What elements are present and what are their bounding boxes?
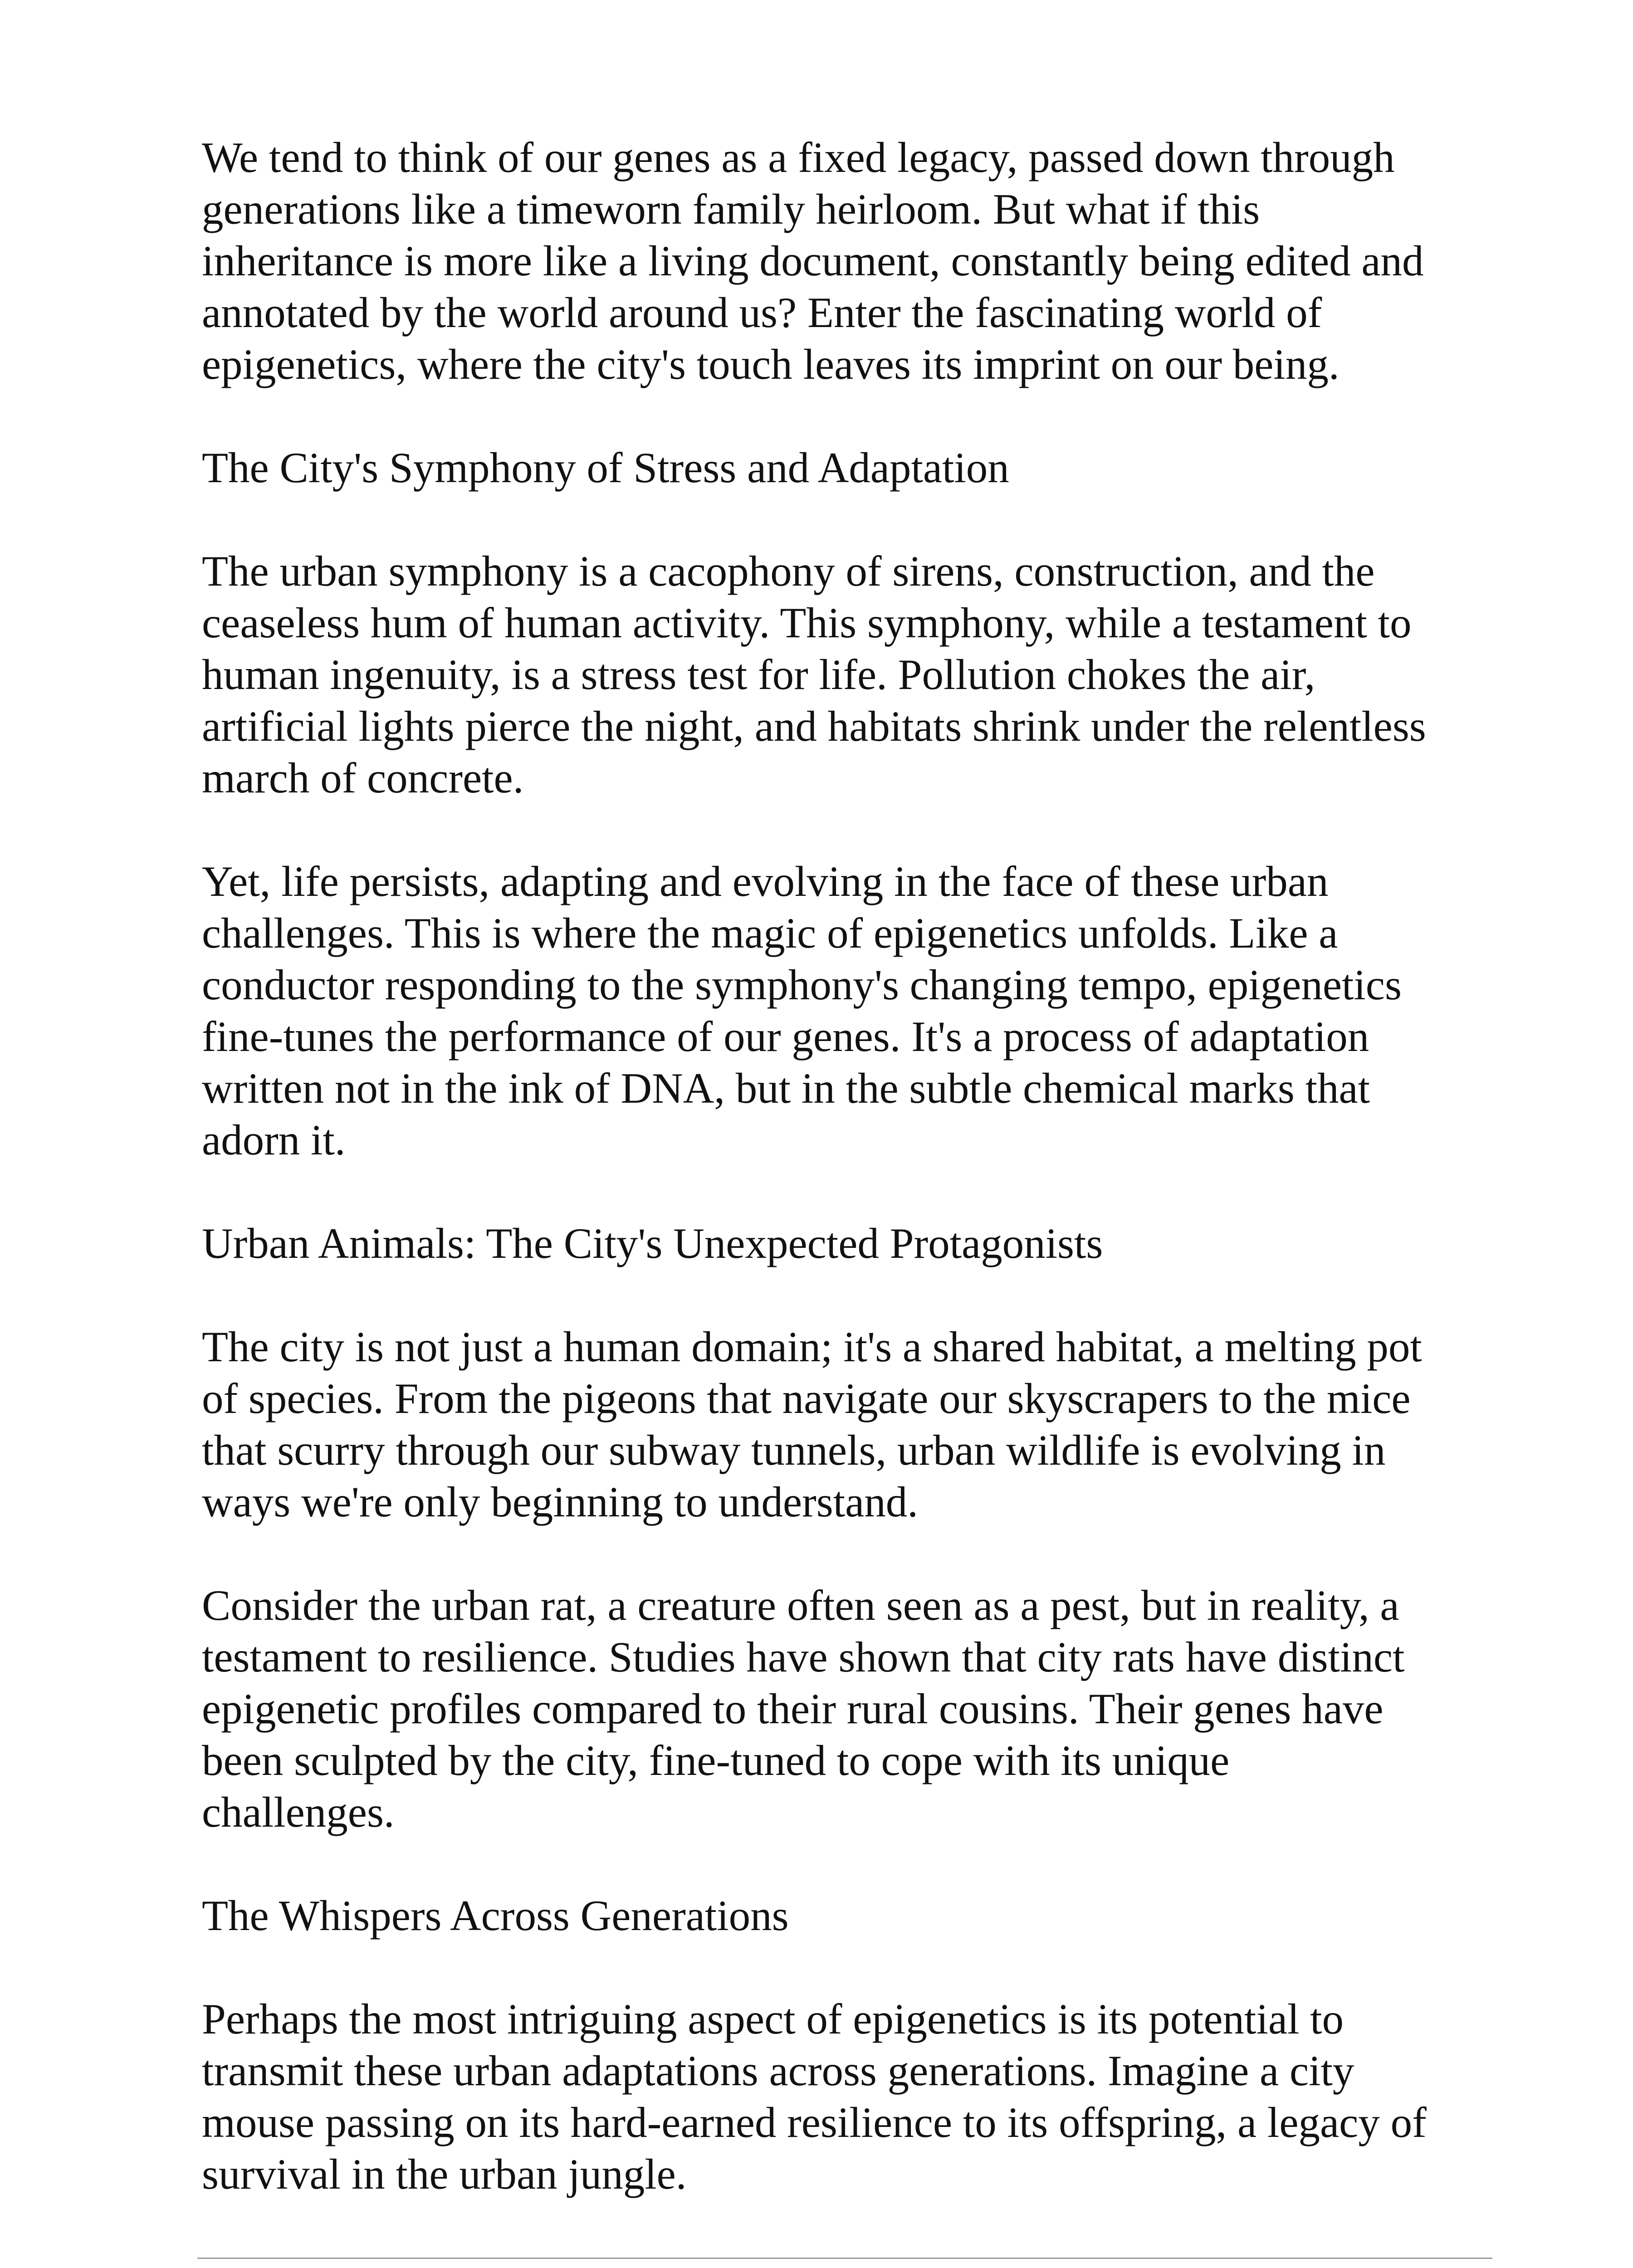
- section-heading-stress-adaptation: The City's Symphony of Stress and Adaptation: [202, 444, 1009, 492]
- shared-habitat-paragraph: The city is not just a human domain; it's a shared habitat, a melting pot of species. From the pigeons that navigate our skyscrapers to the mice that scurry through our subway tunnels, urban wildlife is evolving in ways we're only beginning to understand.: [202, 1323, 1422, 1526]
- intro-paragraph: We tend to think of our genes as a fixed legacy, passed down through generations like a timeworn family heirloom. But what if this inheritance is more like a living document, constantly being edited and annotated by the world around us? Enter the fascinating world of epigenetics, where the city's touch leaves its imprint on our being.: [202, 133, 1424, 388]
- page-body: [202, 132, 1517, 2200]
- section-heading-whispers: The Whispers Across Generations: [202, 1892, 789, 1940]
- urban-symphony-paragraph: The urban symphony is a cacophony of sirens, construction, and the ceaseless hum of human activity. This symphony, while a testament to human ingenuity, is a stress test for life. Pollution chokes the air, artificial lights pierce the night, and habitats shrink under the relentless march of concrete.: [202, 547, 1426, 802]
- urban-rat-paragraph: Consider the urban rat, a creature often seen as a pest, but in reality, a testament to resilience. Studies have shown that city rats have distinct epigenetic profiles compared to their rural cousins. Their genes have been sculpted by the city, fine-tuned to cope with its unique challenges.: [202, 1581, 1405, 1836]
- section-heading-urban-animals: Urban Animals: The City's Unexpected Protagonists: [202, 1219, 1103, 1267]
- life-persists-paragraph: Yet, life persists, adapting and evolving in the face of these urban challenges. This is where the magic of epigenetics unfolds. Like a conductor responding to the symphony's changing tempo, epigenetics fine-tunes the performance of our genes. It's a process of adaptation written not in the ink of DNA, but in the subtle chemical marks that adorn it.: [202, 857, 1402, 1164]
- footer-divider: [197, 2258, 1492, 2259]
- generations-paragraph: Perhaps the most intriguing aspect of epigenetics is its potential to transmit these urban adaptations across generations. Imagine a city mouse passing on its hard-earned resilience to its offspring, a legacy of survival in the urban jungle.: [202, 1995, 1427, 2198]
